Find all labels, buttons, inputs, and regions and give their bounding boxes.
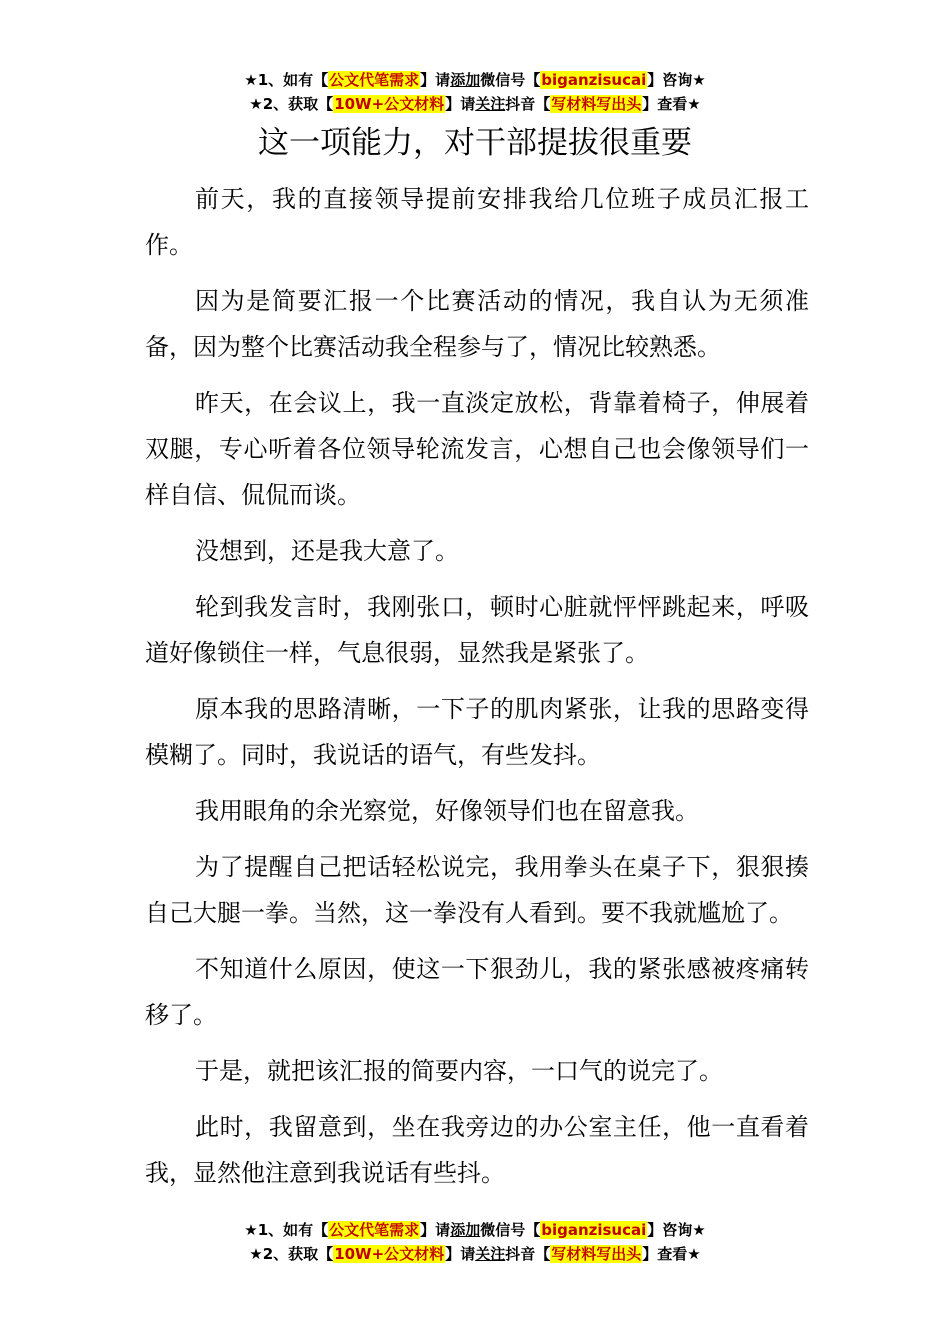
paragraph: 不知道什么原因，使这一下狠劲儿，我的紧张感被疼痛转移了。 (145, 955, 809, 1029)
paragraph: 前天，我的直接领导提前安排我给几位班子成员汇报工作。 (145, 185, 809, 259)
banner-text: 微信号【 (480, 71, 541, 89)
banner-text: 抖音【 (505, 95, 551, 113)
banner-text: 】请 (445, 1245, 476, 1263)
footer-banner (0, 1218, 950, 1266)
paragraph: 原本我的思路清晰，一下子的肌肉紧张，让我的思路变得模糊了。同时，我说话的语气，有些发抖。 (145, 695, 809, 769)
header-banner (0, 68, 950, 116)
paragraph: 没想到，还是我大意了。 (195, 537, 459, 565)
banner-text: 】请 (420, 1221, 451, 1239)
banner-text: 】请 (420, 71, 451, 89)
banner-text: 】咨询★ (647, 71, 706, 89)
paragraph: 昨天，在会议上，我一直淡定放松，背靠着椅子，伸展着双腿，专心听着各位领导轮流发言，心想自己也会像领导们一样自信、侃侃而谈。 (145, 389, 809, 509)
banner-highlight: 10W+公文材料 (334, 1245, 445, 1263)
banner-highlight: biganzisucai (541, 1221, 647, 1239)
paragraph: 我用眼角的余光察觉，好像领导们也在留意我。 (195, 797, 699, 825)
banner-underlined-text: 关注 (475, 1245, 506, 1263)
header-banner-line-1 (0, 68, 950, 92)
banner-text: 】查看★ (642, 95, 701, 113)
banner-text: ★2、获取【 (249, 1245, 334, 1263)
banner-text: 微信号【 (480, 1221, 541, 1239)
banner-underlined-text: 添加 (450, 1221, 481, 1239)
banner-highlight: 10W+公文材料 (334, 95, 445, 113)
paragraph: 此时，我留意到，坐在我旁边的办公室主任，他一直看着我，显然他注意到我说话有些抖。 (145, 1113, 809, 1187)
banner-text: 】请 (445, 95, 476, 113)
banner-text: 抖音【 (505, 1245, 551, 1263)
paragraph: 为了提醒自己把话轻松说完，我用拳头在桌子下，狠狠揍自己大腿一拳。当然，这一拳没有人看到。要不我就尴尬了。 (145, 853, 809, 927)
header-banner-line-2 (0, 92, 950, 116)
banner-text: ★2、获取【 (249, 95, 334, 113)
document-title: 这一项能力，对干部提拔很重要 (258, 125, 692, 161)
banner-text: ★1、如有【 (244, 71, 329, 89)
banner-highlight: 写材料写出头 (551, 95, 642, 113)
banner-underlined-text: 关注 (475, 95, 506, 113)
banner-highlight: 公文代笔需求 (329, 71, 420, 89)
banner-highlight: 写材料写出头 (551, 1245, 642, 1263)
banner-text: 】咨询★ (647, 1221, 706, 1239)
footer-banner-line-2 (0, 1242, 950, 1266)
banner-highlight: 公文代笔需求 (329, 1221, 420, 1239)
banner-underlined-text: 添加 (450, 71, 481, 89)
paragraph: 因为是简要汇报一个比赛活动的情况，我自认为无须准备，因为整个比赛活动我全程参与了，情况比较熟悉。 (145, 287, 809, 361)
paragraph: 轮到我发言时，我刚张口，顿时心脏就怦怦跳起来，呼吸道好像锁住一样，气息很弱，显然我是紧张了。 (145, 593, 809, 667)
banner-highlight: biganzisucai (541, 71, 647, 89)
banner-text: ★1、如有【 (244, 1221, 329, 1239)
banner-text: 】查看★ (642, 1245, 701, 1263)
document-body (145, 176, 809, 1206)
footer-banner-line-1 (0, 1218, 950, 1242)
paragraph: 于是，就把该汇报的简要内容，一口气的说完了。 (195, 1057, 723, 1085)
